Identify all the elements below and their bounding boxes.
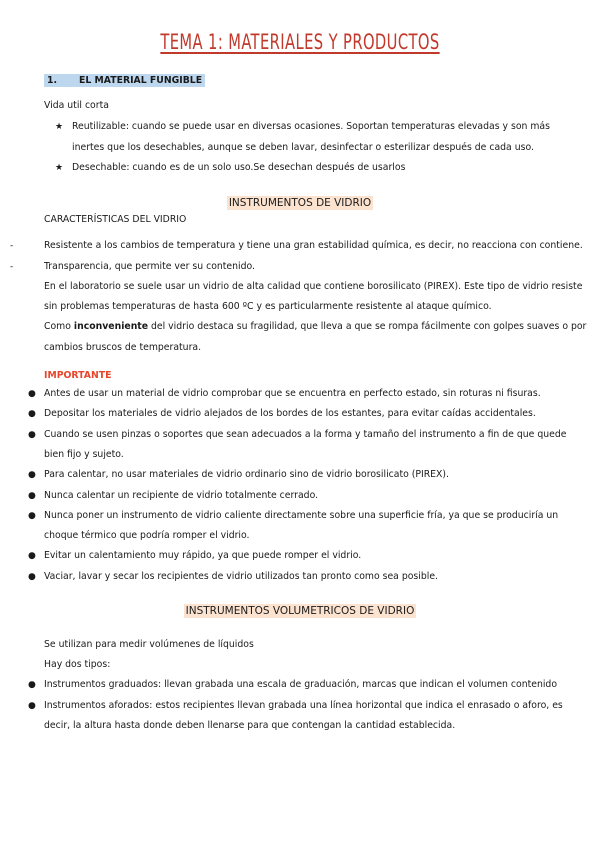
importante-item-6-line-1: Nunca poner un instrumento de vidrio caliente directamente sobre una superficie fría, ya que se produciría un xyxy=(44,510,559,521)
importante-item-8: Vaciar, lavar y secar los recipientes de vidrio utilizados tan pronto como sea posible. xyxy=(44,571,439,582)
vol-item-2-line-2: decir, la altura hasta donde deben llenarse para que contengan la cantidad establecida. xyxy=(44,720,456,731)
importante-item-6-line-2: choque térmico que podría romper el vidrio. xyxy=(44,530,250,541)
dot-bullet-icon: ● xyxy=(28,680,36,690)
importante-item-1: Antes de usar un material de vidrio comprobar que se encuentra en perfecto estado, sin roturas ni fisuras. xyxy=(44,388,541,399)
dot-bullet-icon: ● xyxy=(28,389,36,399)
vol-item-2-line-1: Instrumentos aforados: estos recipientes llevan grabada una línea horizontal que indica el enrasado o aforo, es xyxy=(44,700,563,711)
fungible-item-1-line-2: inertes que los desechables, aunque se deben lavar, desinfectar o esterilizar después de cada uso. xyxy=(72,142,534,153)
inconveniente-line-1: Como inconveniente del vidrio destaca su fragilidad, que lleva a que se rompa fácilmente con golpes suaves o por xyxy=(44,321,587,332)
vol-intro-1: Se utilizan para medir volúmenes de líquidos xyxy=(44,639,254,650)
importante-item-3-line-1: Cuando se usen pinzas o soportes que sean adecuados a la forma y tamaño del instrumento a fin de que quede xyxy=(44,429,567,440)
dot-bullet-icon: ● xyxy=(28,701,36,711)
section-heading-2: INSTRUMENTOS DE VIDRIO xyxy=(228,197,372,209)
inconveniente-line-2: cambios bruscos de temperatura. xyxy=(44,342,202,353)
star-bullet-icon: ★ xyxy=(55,163,64,173)
section-heading-1 xyxy=(44,75,205,87)
vol-item-1: Instrumentos graduados: llevan grabada una escala de graduación, marcas que indican el volumen contenido xyxy=(44,679,558,690)
star-bullet-icon: ★ xyxy=(55,122,64,132)
dot-bullet-icon: ● xyxy=(28,511,36,521)
dash-item-2: Transparencia, que permite ver su contenido. xyxy=(44,261,256,272)
fungible-item-1-line-1: Reutilizable: cuando se puede usar en diversas ocasiones. Soportan temperaturas elevadas y son más xyxy=(72,121,550,132)
caracteristicas-heading: CARACTERÍSTICAS DEL VIDRIO xyxy=(44,214,187,225)
section-title: EL MATERIAL FUNGIBLE xyxy=(79,75,203,86)
dot-bullet-icon: ● xyxy=(28,551,36,561)
page-title: TEMA 1: MATERIALES Y PRODUCTOS xyxy=(160,30,440,54)
dash-bullet-icon: - xyxy=(10,241,14,251)
importante-item-7: Evitar un calentamiento muy rápido, ya que puede romper el vidrio. xyxy=(44,550,362,561)
importante-item-4: Para calentar, no usar materiales de vidrio ordinario sino de vidrio borosilicato (PIREX). xyxy=(44,469,450,480)
importante-label: IMPORTANTE xyxy=(44,370,112,381)
inconveniente-bold: inconveniente xyxy=(73,321,149,332)
section-heading-3: INSTRUMENTOS VOLUMETRICOS DE VIDRIO xyxy=(185,605,415,617)
dot-bullet-icon: ● xyxy=(28,572,36,582)
paragraph-line-2: sin problemas temperaturas de hasta 600 ºC y es particularmente resistente al ataque químico. xyxy=(44,301,492,312)
importante-item-2: Depositar los materiales de vidrio alejados de los bordes de los estantes, para evitar caídas accidentales. xyxy=(44,408,536,419)
paragraph-line-1: En el laboratorio se suele usar un vidrio de alta calidad que contiene borosilicato (PIREX). Este tipo de vidrio resiste xyxy=(44,281,583,292)
importante-item-3-line-2: bien fijo y sujeto. xyxy=(44,449,124,460)
dot-bullet-icon: ● xyxy=(28,470,36,480)
dot-bullet-icon: ● xyxy=(28,409,36,419)
importante-item-5: Nunca calentar un recipiente de vidrio totalmente cerrado. xyxy=(44,490,319,501)
vida-text: Vida util corta xyxy=(44,100,109,111)
dot-bullet-icon: ● xyxy=(28,430,36,440)
fungible-item-2-line-1: Desechable: cuando es de un solo uso.Se desechan después de usarlos xyxy=(72,162,406,173)
vol-intro-2: Hay dos tipos: xyxy=(44,659,111,670)
section-number: 1. xyxy=(47,75,58,86)
dash-bullet-icon: - xyxy=(10,262,14,272)
dash-item-1: Resistente a los cambios de temperatura y tiene una gran estabilidad química, es decir, no reacciona con contiene. xyxy=(44,240,583,251)
dot-bullet-icon: ● xyxy=(28,491,36,501)
